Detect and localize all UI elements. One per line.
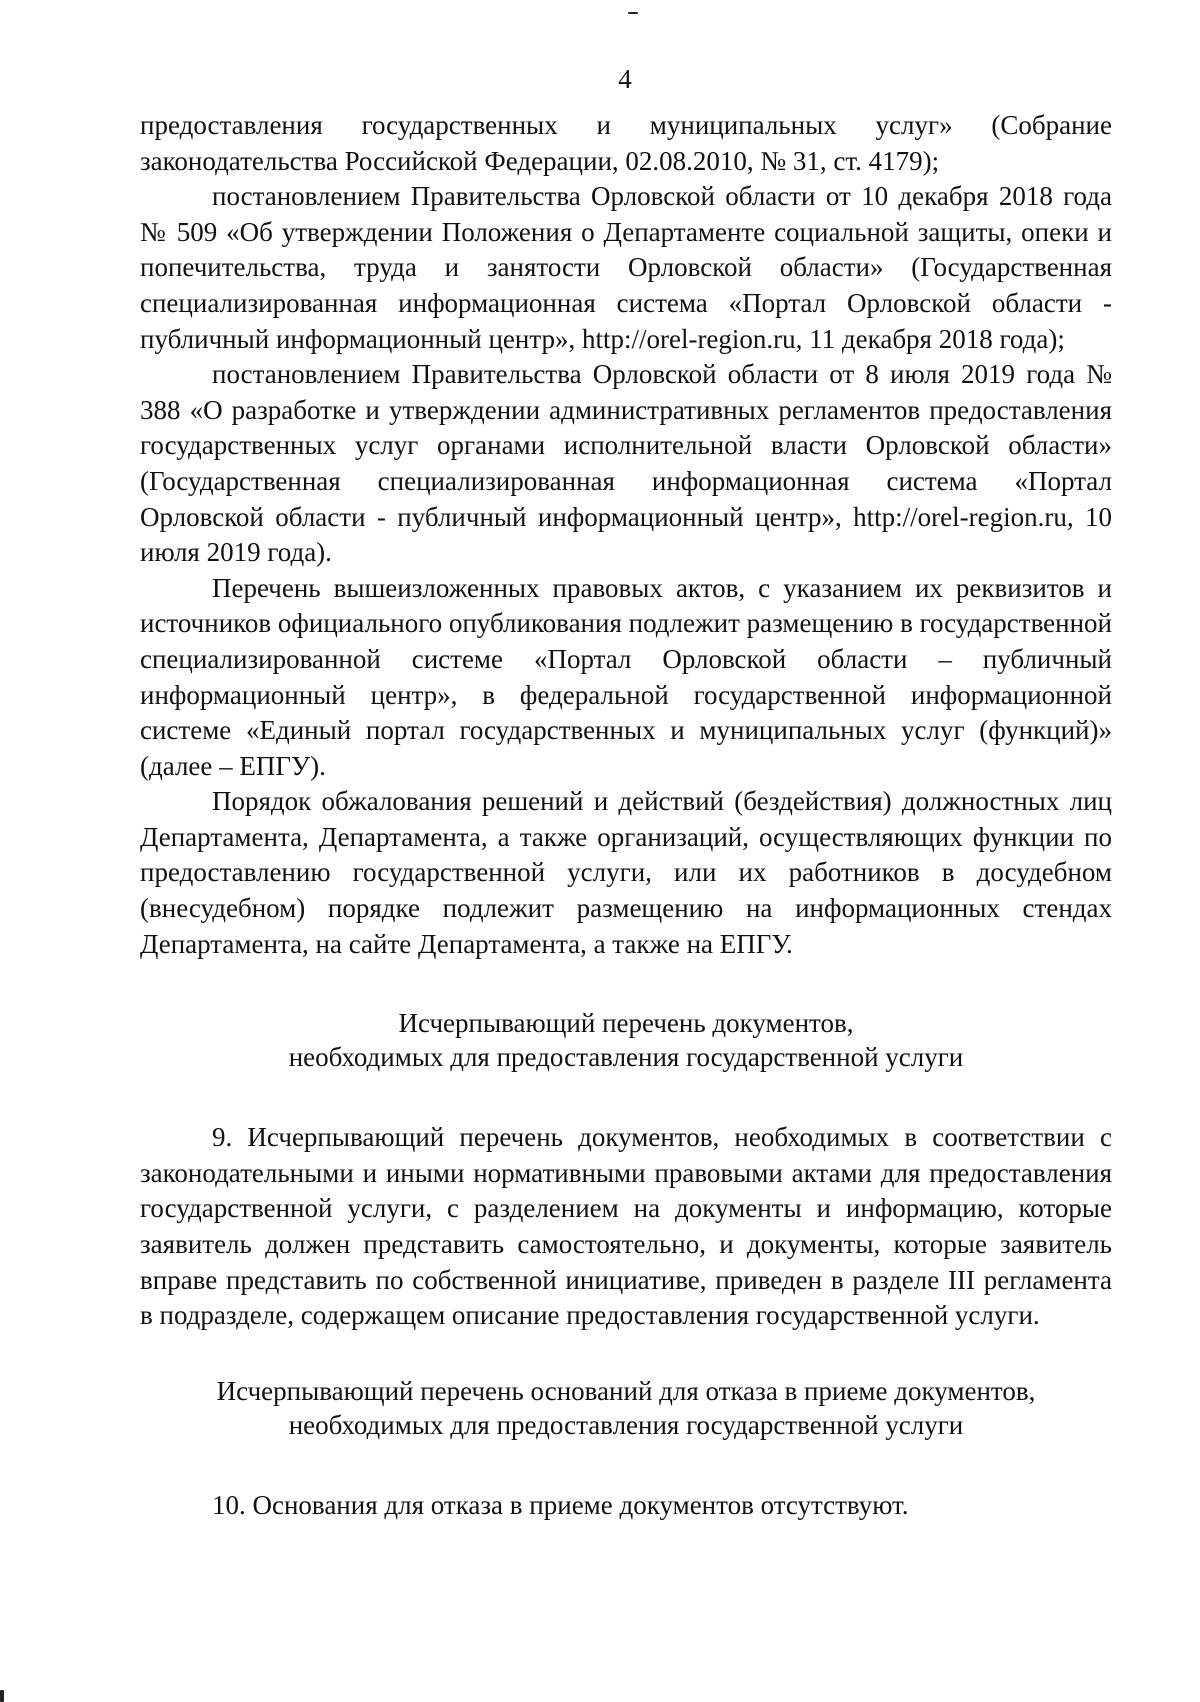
heading-line: Исчерпывающий перечень документов, [398,1008,854,1039]
paragraph-continuation: предоставления государственных и муниципальных услуг» (Собрание законодательства Российской Федерации, 02.08.2010, № 31, ст. 4179); [140,110,1112,176]
paragraph-9: 9. Исчерпывающий перечень документов, необходимых в соответствии с законодательными и иными нормативными правовыми актами для предоставления государственной услуги, с разделением на документы и информацию, которые заявитель должен представить самостоятельно, и документы, которые заявитель вправе представить по собственной инициативе, приведен в разделе III регламента в подразделе, содержащем описание предоставления государственной услуги. [140,1122,1112,1331]
heading-line: необходимых для предоставления государственной услуги [288,1042,964,1073]
section-heading-refusal-grounds [140,1374,1112,1442]
heading-line: Исчерпывающий перечень оснований для отказа в приеме документов, [216,1375,1036,1406]
paragraph-decree-509: постановлением Правительства Орловской области от 10 декабря 2018 года № 509 «Об утверждении Положения о Департаменте социальной защиты, опеки и попечительства, труда и занятости Орловской области» (Государственная специализированная информационная система «Портал Орловской области - публичный информационный центр», http://orel-region.ru, 11 декабря 2018 года); [140,181,1112,354]
section-heading-documents [140,1006,1112,1074]
paragraph-decree-388: постановлением Правительства Орловской области от 8 июля 2019 года № 388 «О разработке и утверждении административных регламентов предоставления государственных услуг органами исполнительной власти Орловской области» (Государственная специализированная информационная система «Портал Орловской области - публичный информационный центр», http://orel-region.ru, 10 июля 2019 года). [140,359,1112,568]
document-body [140,108,1112,1523]
scan-speck [628,12,638,14]
scan-edge-mark [0,1690,4,1702]
heading-line: необходимых для предоставления государственной услуги [288,1409,964,1440]
page-number: 4 [618,64,632,94]
paragraph-10: 10. Основания для отказа в приеме документов отсутствуют. [212,1489,909,1520]
paragraph-legal-acts-list: Перечень вышеизложенных правовых актов, с указанием их реквизитов и источников официального опубликования подлежит размещению в государственной специализированной системе «Портал Орловской области – публичный информационный центр», в федеральной государственной информационной системе «Единый портал государственных и муниципальных услуг (функций)» (далее – ЕПГУ). [140,572,1112,781]
paragraph-appeal-procedure: Порядок обжалования решений и действий (бездействия) должностных лиц Департамента, Департамента, а также организаций, осуществляющих функции по предоставлению государственной услуги, или их работников в досудебном (внесудебном) порядке подлежит размещению на информационных стендах Департамента, на сайте Департамента, а также на ЕПГУ. [140,786,1112,959]
